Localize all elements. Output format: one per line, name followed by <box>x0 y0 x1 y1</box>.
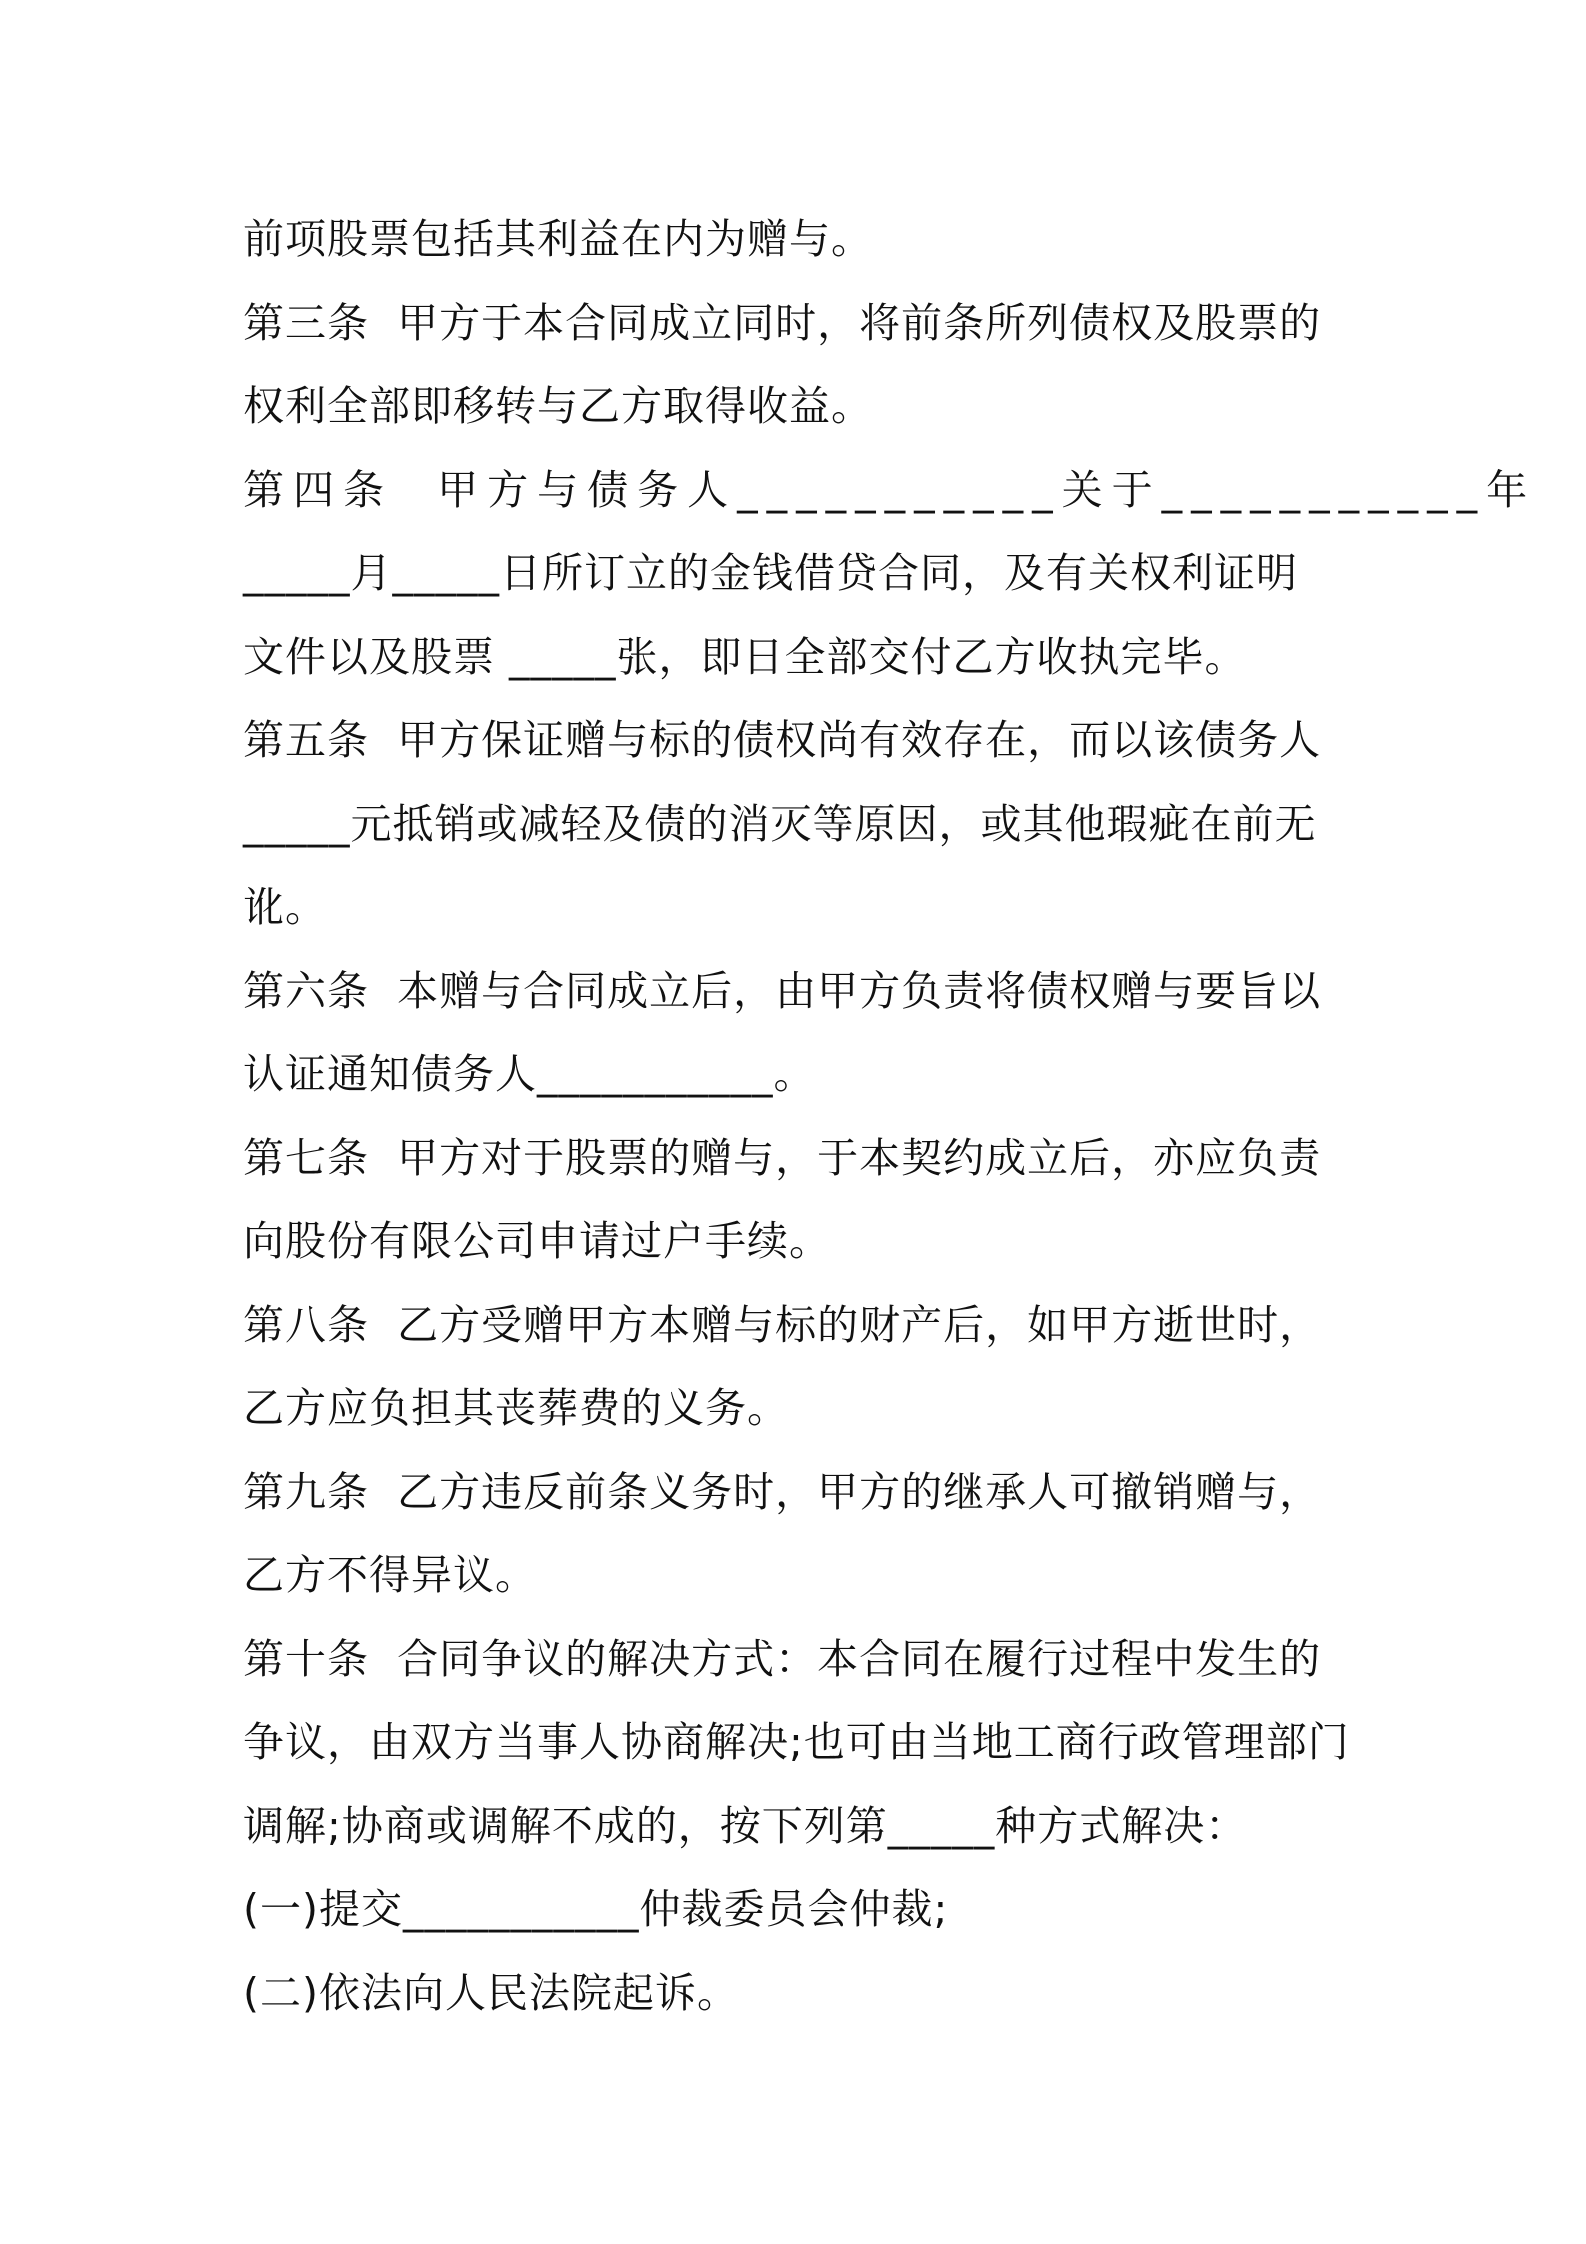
option-2-line: (二)依法向人民法院起诉。 <box>243 1968 739 2017</box>
text-line: 争议，由双方当事人协商解决;也可由当地工商行政管理部门 <box>243 1718 1350 1766</box>
clause-9-line: 第九条 乙方违反前条义务时，甲方的继承人可撤销赠与， <box>243 1467 1322 1516</box>
clause-6-line: 第六条 本赠与合同成立后，由甲方负责将债权赠与要旨以 <box>243 966 1322 1015</box>
text-line: _____元抵销或减轻及债的消灭等原因，或其他瑕疵在前无 <box>243 799 1317 848</box>
text-line: 认证通知债务人___________。 <box>243 1050 816 1098</box>
clause-8-line: 第八条 乙方受赠甲方本赠与标的财产后，如甲方逝世时， <box>243 1300 1322 1349</box>
option-1-line: (一)提交___________仲裁委员会仲裁; <box>243 1885 949 1933</box>
text-line: 文件以及股票 _____张，即日全部交付乙方收执完毕。 <box>243 632 1247 681</box>
text-line: _____月_____日所订立的金钱借贷合同，及有关权利证明 <box>243 549 1298 597</box>
document-body <box>243 198 1537 2035</box>
text-line: 权利全部即移转与乙方取得收益。 <box>243 382 873 430</box>
clause-3-line: 第三条 甲方于本合同成立同时，将前条所列债权及股票的 <box>243 298 1322 347</box>
text-line: 乙方应负担其丧葬费的义务。 <box>243 1384 789 1432</box>
text-line: 前项股票包括其利益在内为赠与。 <box>243 215 873 263</box>
text-line: 调解;协商或调解不成的，按下列第_____种方式解决： <box>243 1801 1248 1850</box>
clause-5-line: 第五条 甲方保证赠与标的债权尚有效存在，而以该债务人 <box>243 716 1322 764</box>
clause-10-line: 第十条 合同争议的解决方式：本合同在履行过程中发生的 <box>243 1634 1322 1683</box>
text-line: 乙方不得异议。 <box>243 1551 537 1599</box>
clause-4-line: 第四条 甲方与债务人___________关于___________年 <box>243 465 1537 514</box>
text-line: 讹。 <box>243 883 327 931</box>
text-line: 向股份有限公司申请过户手续。 <box>243 1217 831 1265</box>
clause-7-line: 第七条 甲方对于股票的赠与，于本契约成立后，亦应负责 <box>243 1133 1322 1182</box>
